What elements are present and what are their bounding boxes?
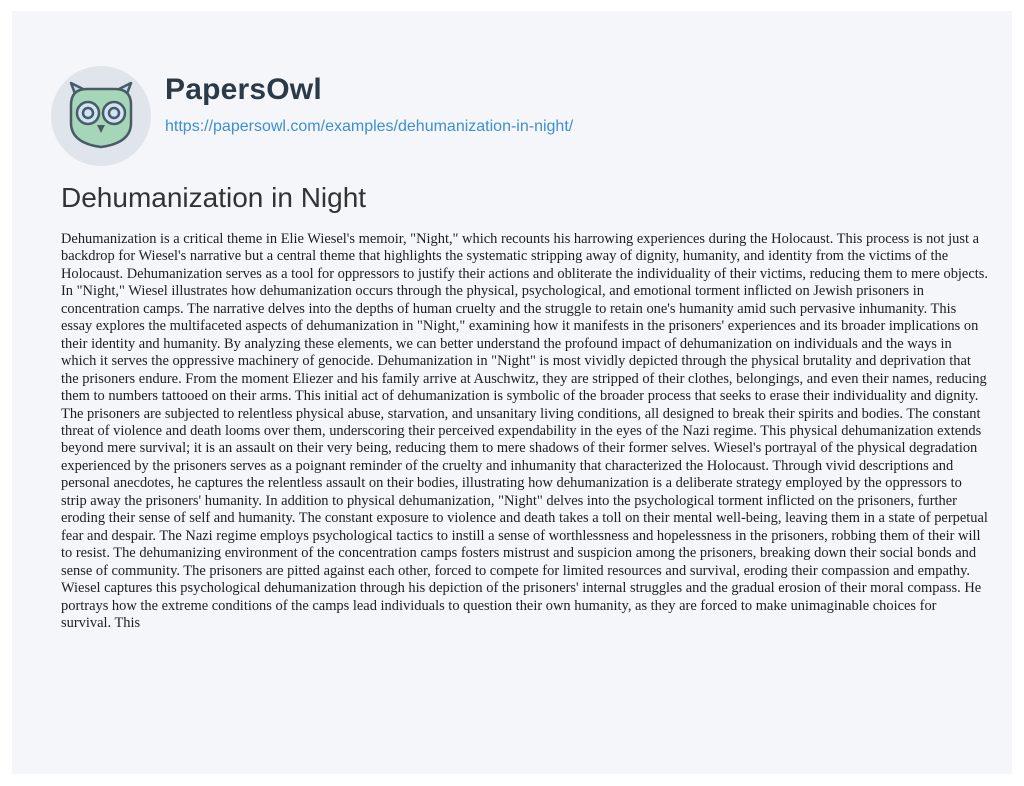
owl-logo-icon <box>48 63 154 169</box>
source-url-link[interactable]: https://papersowl.com/examples/dehumanization-in-night/ <box>165 118 574 135</box>
brand-name: PapersOwl <box>165 73 322 106</box>
essay-body: Dehumanization is a critical theme in Elie Wiesel's memoir, "Night," which recounts his harrowing experiences during the Holocaust. This process is not just a backdrop for Wiesel's narrative but a central theme that highlights the systematic stripping away of dignity, humanity, and identity from the victims of the Holocaust. Dehumanization serves as a tool for oppressors to justify their actions and obliterate the individuality of their victims, reducing them to mere objects. In "Night," Wiesel illustrates how dehumanization occurs through the physical, psychological, and emotional torment inflicted on Jewish prisoners in concentration camps. The narrative delves into the depths of human cruelty and the struggle to retain one's humanity amid such pervasive inhumanity. This essay explores the multifaceted aspects of dehumanization in "Night," examining how it manifests in the prisoners' experiences and its broader implications on their identity and humanity. By analyzing these elements, we can better understand the profound impact of dehumanization on individuals and the ways in which it serves the oppressive machinery of genocide. Dehumanization in "Night" is most vividly depicted through the physical brutality and deprivation that the prisoners endure. From the moment Eliezer and his family arrive at Auschwitz, they are stripped of their clothes, belongings, and even their names, reducing them to numbers tattooed on their arms. This initial act of dehumanization is symbolic of the broader process that seeks to erase their individuality and dignity. The prisoners are subjected to relentless physical abuse, starvation, and unsanitary living conditions, all designed to break their spirits and bodies. The constant threat of violence and death looms over them, underscoring their perceived expendability in the eyes of the Nazi regime. This physical dehumanization extends beyond mere survival; it is an assault on their very being, reducing them to mere shadows of their former selves. Wiesel's portrayal of the physical degradation experienced by the prisoners serves as a poignant reminder of the cruelty and inhumanity that characterized the Holocaust. Through vivid descriptions and personal anecdotes, he captures the relentless assault on their bodies, illustrating how dehumanization is a deliberate strategy employed by the oppressors to strip away the prisoners' humanity. In addition to physical dehumanization, "Night" delves into the psychological torment inflicted on the prisoners, further eroding their sense of self and humanity. The constant exposure to violence and death takes a toll on their mental well-being, leaving them in a state of perpetual fear and despair. The Nazi regime employs psychological tactics to instill a sense of worthlessness and hopelessness in the prisoners, robbing them of their will to resist. The dehumanizing environment of the concentration camps fosters mistrust and suspicion among the prisoners, breaking down their social bonds and sense of community. The prisoners are pitted against each other, forced to compete for limited resources and survival, eroding their compassion and empathy. Wiesel captures this psychological dehumanization through his depiction of the prisoners' internal struggles and the gradual erosion of their moral compass. He portrays how the extreme conditions of the camps lead individuals to question their own humanity, as they are forced to make unimaginable choices for survival. This <box>61 231 988 631</box>
essay-title: Dehumanization in Night <box>61 182 367 213</box>
essay-card <box>12 11 1012 774</box>
